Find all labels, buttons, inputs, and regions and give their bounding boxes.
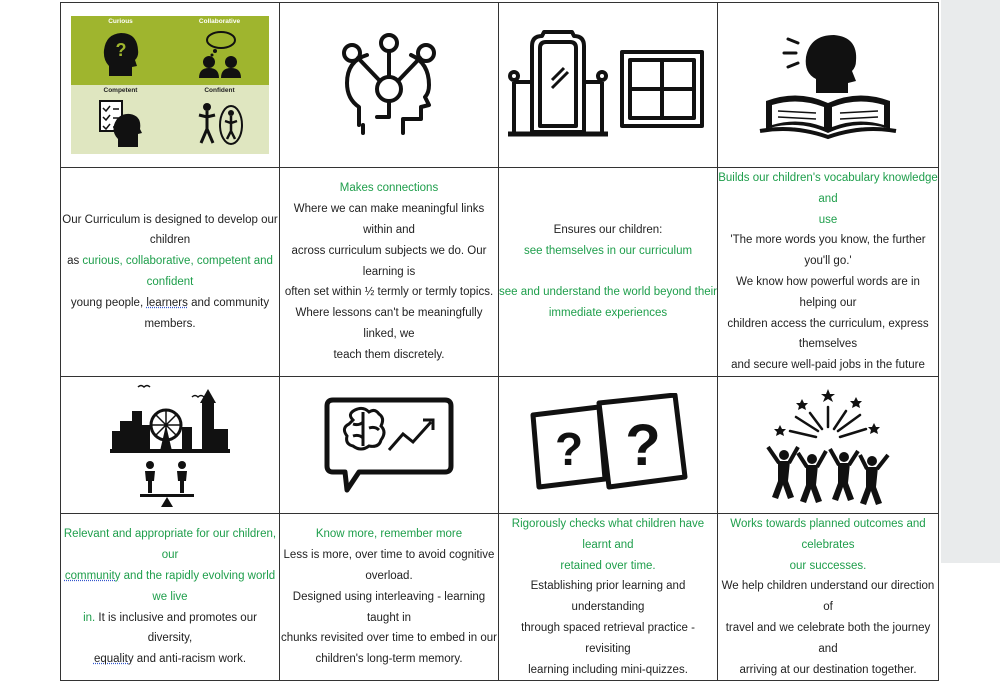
celebrating-people-fireworks-icon	[766, 383, 890, 507]
know-more-line-5: children's long-term memory.	[315, 653, 463, 666]
question-cards-icon	[525, 393, 691, 497]
quadrant-label-collaborative: Collaborative	[198, 18, 241, 25]
ensures-line-2: see themselves in our curriculum	[523, 244, 693, 257]
svg-text:?: ?	[625, 412, 661, 478]
question-head-icon	[101, 30, 141, 78]
outcomes-line-2: travel and we celebrate both the journey and	[725, 621, 931, 655]
vocabulary-image-cell	[718, 3, 939, 168]
relevant-line-3b: It is inclusive and promotes our diversity,	[95, 611, 257, 645]
celebration-image-cell	[718, 376, 939, 513]
relevant-line-4	[61, 649, 279, 670]
makes-connections-title: Makes connections	[339, 182, 439, 195]
right-gutter	[941, 0, 1000, 563]
vocabulary-title-1: Builds our children's vocabulary knowledge and	[718, 172, 938, 205]
outcomes-line-3: arriving at our destination together.	[739, 663, 917, 676]
quadrant-collaborative	[170, 16, 269, 85]
vocabulary-title-2: use	[818, 213, 838, 226]
quadrant-label-curious: Curious	[108, 18, 133, 25]
intro-line-3c: and community members.	[144, 296, 270, 330]
speaking-head-open-book-icon	[758, 29, 898, 141]
brain-growth-speech-bubble-icon	[323, 396, 455, 494]
vocabulary-line-2: We know how powerful words are in helping our	[736, 275, 920, 309]
curriculum-intro-text	[61, 168, 280, 377]
checklist-head-icon	[98, 99, 144, 147]
relevant-line-1: Relevant and appropriate for our children, our	[63, 528, 277, 562]
mirror-window-image-cell	[499, 3, 718, 168]
four-c-quadrant-graphic	[71, 16, 269, 154]
equality-word: equality	[93, 653, 134, 666]
discussion-people-icon	[195, 30, 245, 78]
question-cards-image-cell	[499, 376, 718, 513]
brain-growth-image-cell	[280, 376, 499, 513]
know-more-title: Know more, remember more	[315, 528, 463, 541]
outcomes-title-1: Works towards planned outcomes and celebrates	[730, 517, 926, 551]
vocabulary-line-3: children access the curriculum, express themselves	[727, 317, 929, 351]
connections-line-2: across curriculum subjects we do. Our learning is	[291, 244, 487, 278]
svg-text:?: ?	[554, 422, 584, 475]
vocabulary-line-1: 'The more words you know, the further you'll go.'	[730, 234, 926, 268]
relevant-line-3	[61, 608, 279, 650]
intro-line-2	[61, 251, 279, 293]
checks-line-1: Establishing prior learning and understanding	[530, 580, 686, 614]
relevant-line-2	[61, 566, 279, 608]
checks-title-1: Rigorously checks what children have learnt and	[511, 517, 705, 551]
confident-person-icon	[195, 99, 245, 147]
quadrant-label-confident: Confident	[204, 87, 235, 94]
brain-connections-icon	[337, 33, 441, 137]
checks-line-2: through spaced retrieval practice - revisiting	[521, 621, 695, 655]
checks-line-3: learning including mini-quizzes.	[528, 663, 688, 676]
city-skyline-balance-icon	[110, 381, 230, 509]
relevant-line-4b: and anti-racism work.	[133, 653, 247, 666]
connections-line-4: Where lessons can't be meaningfully linked, we	[295, 307, 483, 340]
quadrant-curious	[71, 16, 170, 85]
know-more-line-3: Designed using interleaving - learning taught in	[292, 590, 486, 624]
ensures-line-1: Ensures our children:	[553, 223, 663, 236]
four-c-traits: curious, collaborative, competent and confident	[82, 255, 273, 288]
ensures-line-3: see and understand the world beyond their	[499, 286, 718, 299]
know-more-line-2: overload.	[365, 569, 413, 582]
mirror-and-window-icon	[508, 30, 708, 140]
know-more-line-4: chunks revisited over time to embed in our	[280, 632, 498, 645]
ensures-line-4: immediate experiences	[548, 307, 668, 320]
connections-line-3: often set within ½ termly or termly topics.	[284, 286, 494, 299]
vocabulary-line-4: and secure well-paid jobs in the future	[731, 359, 925, 372]
outcomes-title-2: our successes.	[789, 559, 867, 572]
curriculum-table	[60, 2, 939, 681]
intro-line-3a: young people,	[70, 296, 147, 309]
quadrant-confident	[170, 85, 269, 154]
rigorous-checks-text	[499, 513, 718, 680]
know-more-line-1: Less is more, over time to avoid cognitive	[283, 549, 495, 562]
checks-title-2: retained over time.	[560, 559, 656, 572]
intro-line-2a: as	[67, 255, 83, 268]
intro-line-3	[61, 293, 279, 335]
connections-line-5: teach them discretely.	[333, 348, 445, 361]
vocabulary-text	[718, 168, 939, 377]
intro-line-1: Our Curriculum is designed to develop our children	[62, 213, 278, 247]
know-more-text	[280, 513, 499, 680]
relevant-line-3a: in.	[83, 611, 96, 624]
outcomes-line-1: We help children understand our direction of	[721, 580, 935, 614]
quadrant-image-cell	[61, 3, 280, 168]
planned-outcomes-text	[718, 513, 939, 680]
makes-connections-text	[280, 168, 499, 377]
ensures-children-text	[499, 168, 718, 377]
quadrant-label-competent: Competent	[103, 87, 138, 94]
city-balance-image-cell	[61, 376, 280, 513]
connections-line-1: Where we can make meaningful links within and	[293, 203, 485, 236]
relevant-appropriate-text	[61, 513, 280, 680]
relevant-line-2b: and the rapidly evolving world we live	[120, 569, 276, 603]
community-word: community	[64, 569, 121, 582]
quadrant-competent	[71, 85, 170, 154]
brain-connections-image-cell	[280, 3, 499, 168]
svg-text:?: ?	[115, 40, 126, 60]
learners-word: learners	[146, 296, 188, 309]
